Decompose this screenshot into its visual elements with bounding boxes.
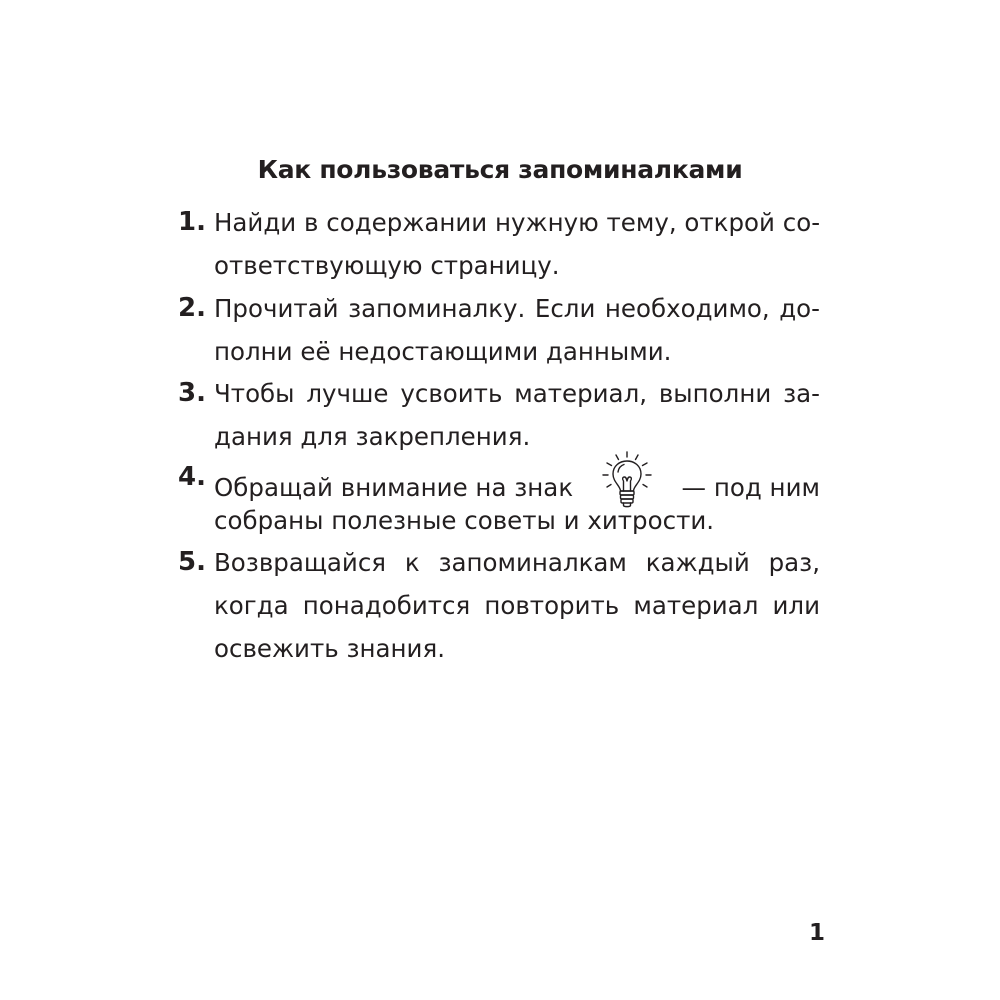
page-number: 1 (808, 920, 825, 946)
item-number: 2. (178, 293, 206, 323)
item-text-line: Прочитай запоминалку. Если необходимо, до- (214, 294, 820, 323)
item-text-line: Найди в содержании нужную тему, открой со- (214, 208, 821, 237)
item-text-line: полни её недостающими данными. (214, 337, 672, 366)
item-text-after-icon: — под ним (681, 472, 820, 502)
item-number: 3. (178, 378, 206, 408)
item-text-before-icon: Обращай внимание на знак (214, 472, 574, 502)
item-text-line: Возвращайся к запоминалкам каждый раз, (214, 548, 820, 577)
page-title: Как пользоваться запоминалками (257, 155, 743, 184)
item-number: 4. (178, 462, 206, 492)
item-number: 5. (178, 547, 206, 577)
item-number: 1. (178, 207, 206, 237)
item-text-line: Чтобы лучше усвоить материал, выполни за- (214, 379, 820, 408)
item-text-line: собраны полезные советы и хитрости. (214, 506, 715, 535)
item-text-line: когда понадобится повторить материал или (214, 591, 820, 620)
item-text-line: ответствующую страницу. (214, 251, 560, 280)
item-text-line: дания для закрепления. (214, 422, 531, 451)
item-text-line: освежить знания. (214, 634, 445, 663)
